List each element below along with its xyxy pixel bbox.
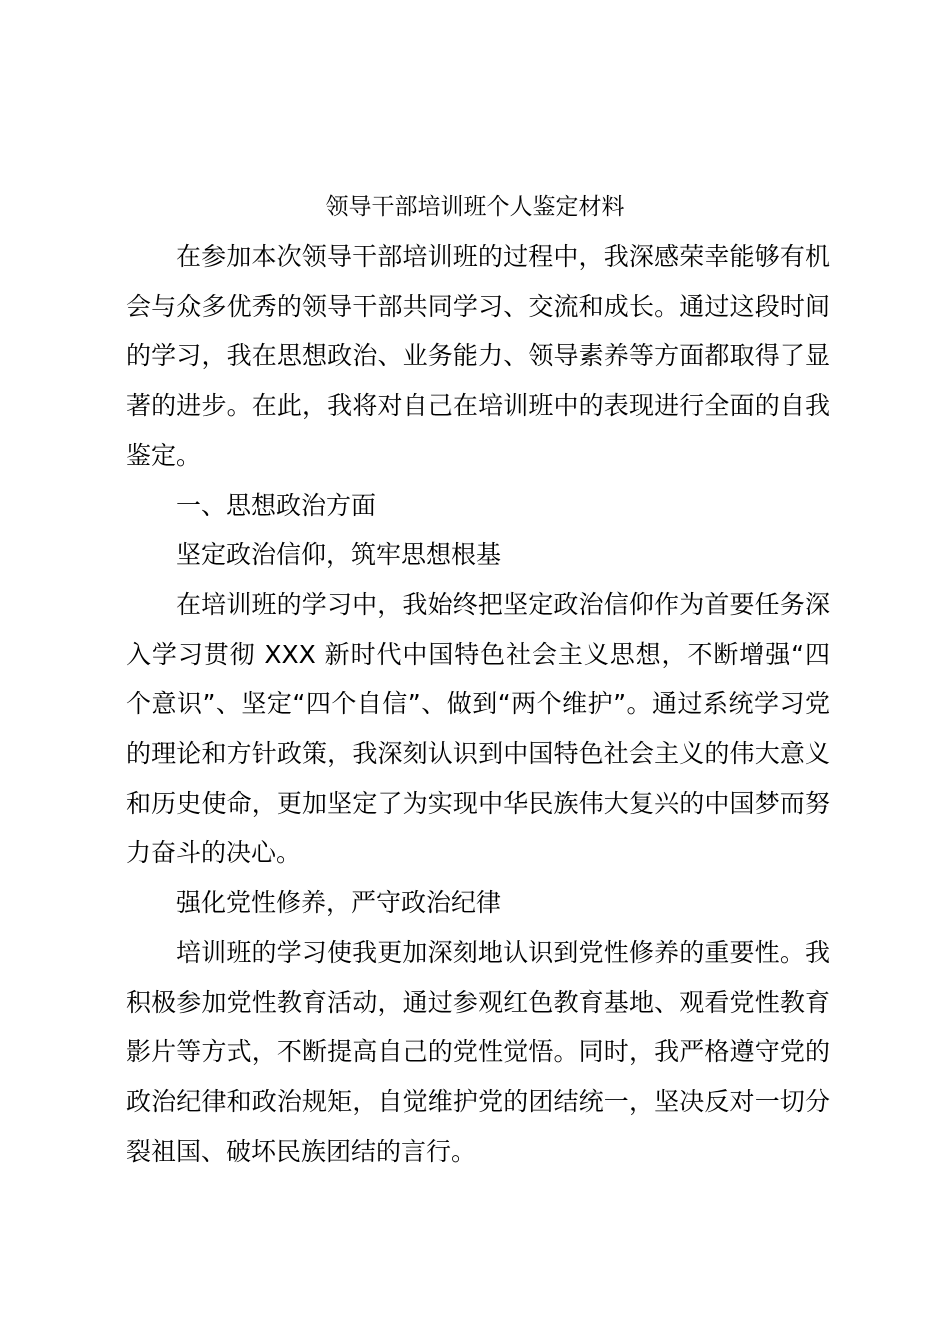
intro-paragraph: 在参加本次领导干部培训班的过程中，我深感荣幸能够有机会与众多优秀的领导干部共同学习、交流和成长。通过这段时间的学习，我在思想政治、业务能力、领导素养等方面都取得了显著的进步。在此，我将对自己在培训班中的表现进行全面的自我鉴定。	[126, 242, 830, 470]
document-title: 领导干部培训班个人鉴定材料	[325, 194, 625, 220]
section-heading: 一、思想政治方面	[176, 490, 377, 520]
subsection-heading: 强化党性修养，严守政治纪律	[176, 888, 502, 918]
subsection-heading: 坚定政治信仰，筑牢思想根基	[176, 540, 502, 570]
body-paragraph: 培训班的学习使我更加深刻地认识到党性修养的重要性。我积极参加党性教育活动，通过参观红色教育基地、观看党性教育影片等方式，不断提高自己的党性觉悟。同时，我严格遵守党的政治纪律和政治规矩，自觉维护党的团结统一，坚决反对一切分裂祖国、破坏民族团结的言行。	[126, 937, 830, 1166]
body-paragraph: 在培训班的学习中，我始终把坚定政治信仰作为首要任务深入学习贯彻 XXX 新时代中国特色社会主义思想，不断增强“四个意识”、坚定“四个自信”、做到“两个维护”。通过系统学习党的理论和方针政策，我深刻认识到中国特色社会主义的伟大意义和历史使命，更加坚定了为实现中华民族伟大复兴的中国梦而努力奋斗的决心。	[126, 589, 830, 868]
document-body	[126, 232, 830, 1176]
